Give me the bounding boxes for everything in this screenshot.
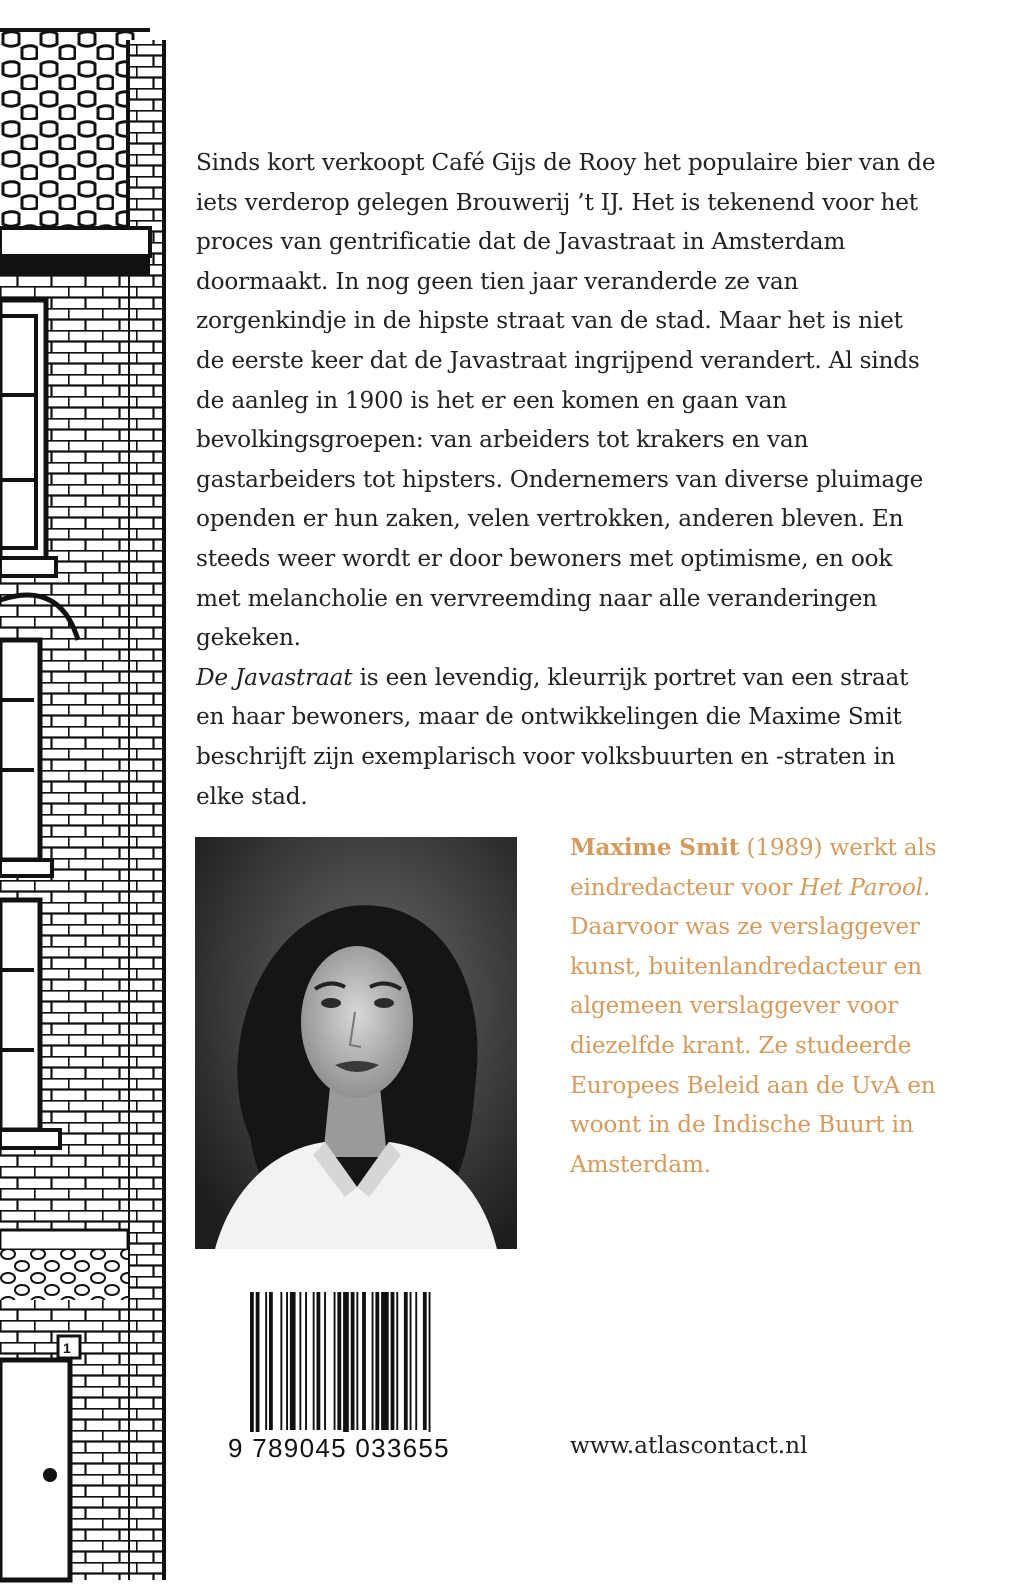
newspaper-name: Het Parool.	[799, 873, 931, 901]
barcode-bar	[280, 1292, 282, 1430]
barcode-bar	[429, 1292, 431, 1442]
barcode-bar	[305, 1292, 307, 1430]
barcode-bar	[351, 1292, 355, 1430]
book-title: De Javastraat	[196, 663, 353, 691]
blurb-paragraph-2	[196, 658, 936, 816]
author-photo	[195, 837, 517, 1249]
house-number: 1	[63, 1340, 71, 1356]
barcode-bar	[286, 1292, 288, 1430]
barcode-bar	[375, 1292, 379, 1430]
barcode-bar	[396, 1292, 398, 1430]
blurb-paragraph-1: Sinds kort verkoopt Café Gijs de Rooy het populaire bier van de iets verderop gelegen Brouwerij ’t IJ. Het is tekenend voor het proces van gentrificatie dat de Javastraat in Amsterdam doormaakt. In nog geen tien jaar veranderde ze van zorgenkindje in de hipste straat van de stad. Maar het is niet de eerste keer dat de Javastraat ingrijpend verandert. Al sinds de aanleg in 1900 is het er een komen en gaan van bevolkingsgroepen: van arbeiders tot krakers en van gastarbeiders tot hipsters. Ondernemers van diverse pluimage openden er hun zaken, velen vertrokken, anderen bleven. En steeds weer wordt er door bewoners met optimisme, en ook met melancholie en vervreemding naar alle veranderingen gekeken.	[196, 149, 936, 652]
barcode-bar	[372, 1292, 374, 1430]
author-name: Maxime Smit	[570, 834, 740, 861]
barcode-bar	[250, 1292, 254, 1442]
author-bio	[570, 828, 950, 1184]
barcode-bar	[423, 1292, 427, 1430]
barcode-bar	[391, 1292, 395, 1430]
barcode-bar	[337, 1292, 341, 1430]
author-bio-part-1: (1989) werkt als eindredacteur voor	[570, 834, 937, 901]
barcode-bar	[265, 1292, 267, 1430]
barcode-bar	[381, 1292, 389, 1430]
barcode-bar	[317, 1292, 321, 1430]
barcode-bar	[410, 1292, 412, 1430]
barcode-bar	[256, 1292, 260, 1442]
barcode-bar	[334, 1292, 336, 1430]
barcode-bar	[299, 1292, 301, 1430]
isbn-number: 9 789045 033655	[228, 1432, 458, 1464]
barcode-bar	[362, 1292, 366, 1430]
author-bio-part-2: Daarvoor was ze verslaggever kunst, buitenlandredacteur en algemeen verslaggever voor diezelfde krant. Ze studeerde Europees Beleid aan de UvA en woont in de Indische Buurt in Amsterdam.	[570, 913, 936, 1178]
building-illustration	[0, 0, 176, 1590]
author-bio-text	[570, 828, 950, 1184]
barcode-bar	[313, 1292, 315, 1430]
blurb-paragraph-2-text: is een levendig, kleurrijk portret van een straat en haar bewoners, maar de ontwikkelingen die Maxime Smit beschrijft zijn exemplarisch voor volksbuurten en -straten in elke stad.	[196, 663, 909, 810]
barcode-bar	[290, 1292, 296, 1430]
barcode-bar	[343, 1292, 349, 1442]
barcode-bar	[415, 1292, 417, 1430]
barcode-bar	[356, 1292, 358, 1430]
barcode-bar	[324, 1292, 326, 1430]
barcode-bar	[269, 1292, 273, 1430]
publisher-website[interactable]: www.atlascontact.nl	[570, 1432, 808, 1459]
book-blurb	[196, 143, 936, 816]
barcode-bar	[404, 1292, 408, 1430]
